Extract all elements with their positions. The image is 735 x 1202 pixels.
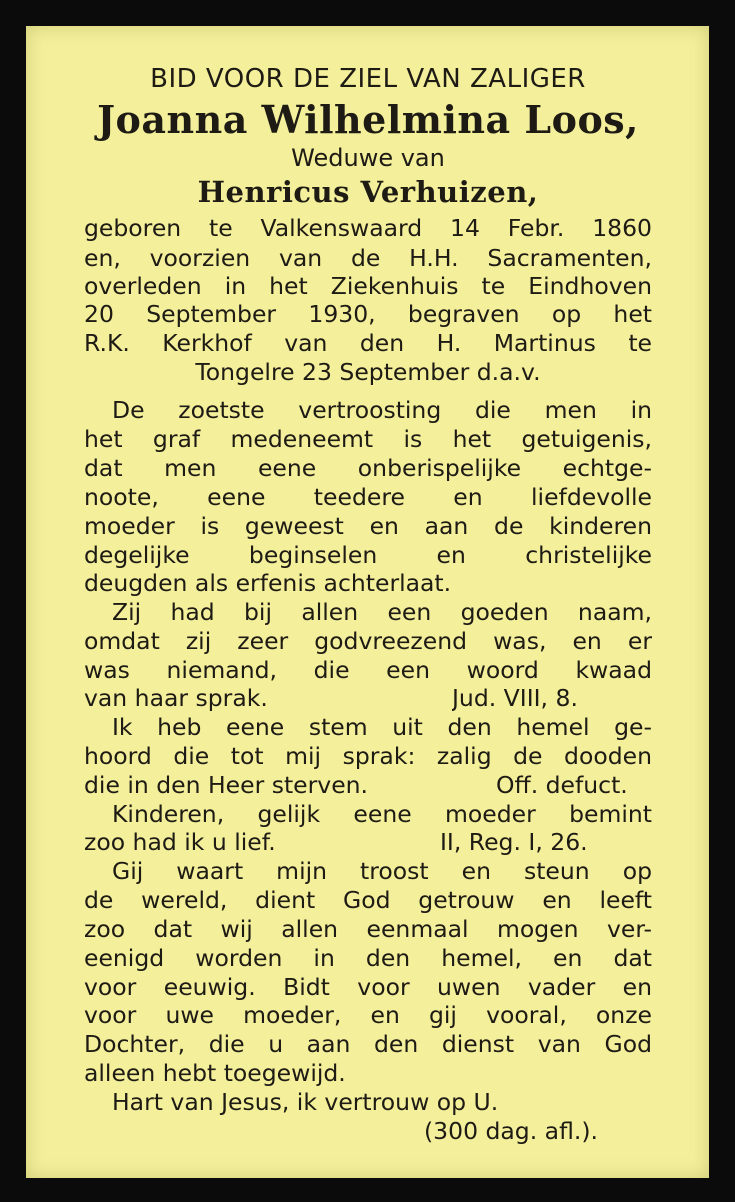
text-line: was niemand, die een woord kwaad bbox=[84, 656, 652, 684]
text-line: Dochter, die u aan den dienst van God bbox=[84, 1030, 652, 1058]
text-line: zoo dat wij allen eenmaal mogen ver- bbox=[84, 915, 652, 943]
text-line: het graf medeneemt is het getuigenis, bbox=[84, 425, 652, 453]
text-line: De zoetste vertroosting die men in bbox=[112, 396, 652, 424]
closing-prayer: Hart van Jesus, ik vertrouw op U. bbox=[112, 1088, 499, 1116]
text-line: hoord die tot mij sprak: zalig de dooden bbox=[84, 742, 652, 770]
text-line: deugden als erfenis achterlaat. bbox=[84, 569, 452, 597]
bio-line: 20 September 1930, begraven op het bbox=[84, 300, 652, 328]
text-line: eenigd worden in den hemel, en dat bbox=[84, 944, 652, 972]
text-line: noote, eene teedere en liefdevolle bbox=[84, 483, 652, 511]
widow-of-label: Weduwe van bbox=[291, 144, 445, 172]
text-line: moeder is geweest en aan de kinderen bbox=[84, 512, 652, 540]
text-line: van haar sprak. bbox=[84, 684, 268, 712]
scripture-reference: Off. defuct. bbox=[496, 771, 628, 799]
text-line: omdat zij zeer godvreezend was, en er bbox=[84, 627, 652, 655]
bio-line: en, voorzien van de H.H. Sacramenten, bbox=[84, 244, 652, 272]
text-line: degelijke beginselen en christelijke bbox=[84, 541, 652, 569]
bio-line: overleden in het Ziekenhuis te Eindhoven bbox=[84, 272, 652, 300]
scripture-reference: II, Reg. I, 26. bbox=[440, 828, 588, 856]
scripture-reference: Jud. VIII, 8. bbox=[452, 684, 578, 712]
text-line: Ik heb eene stem uit den hemel ge- bbox=[112, 713, 652, 741]
bio-line: R.K. Kerkhof van den H. Martinus te bbox=[84, 329, 652, 357]
deceased-name: Joanna Wilhelmina Loos, bbox=[97, 97, 639, 142]
text-line: voor eeuwig. Bidt voor uwen vader en bbox=[84, 973, 652, 1001]
indulgence-note: (300 dag. afl.). bbox=[424, 1117, 598, 1145]
bio-line: Tongelre 23 September d.a.v. bbox=[195, 358, 541, 386]
text-line: Zij had bij allen een goeden naam, bbox=[112, 598, 652, 626]
text-line: zoo had ik u lief. bbox=[84, 828, 276, 856]
text-line: de wereld, dient God getrouw en leeft bbox=[84, 886, 652, 914]
text-line: die in den Heer sterven. bbox=[84, 771, 369, 799]
text-line: voor uwe moeder, en gij vooral, onze bbox=[84, 1001, 652, 1029]
text-line: Gij waart mijn troost en steun op bbox=[112, 857, 652, 885]
text-line: dat men eene onberispelijke echtge- bbox=[84, 454, 652, 482]
bio-line: geboren te Valkenswaard 14 Febr. 1860 bbox=[84, 214, 652, 242]
husband-name: Henricus Verhuizen, bbox=[197, 175, 539, 209]
intro-heading: BID VOOR DE ZIEL VAN ZALIGER bbox=[150, 64, 586, 94]
text-line: alleen hebt toegewijd. bbox=[84, 1059, 346, 1087]
text-line: Kinderen, gelijk eene moeder bemint bbox=[112, 800, 652, 828]
